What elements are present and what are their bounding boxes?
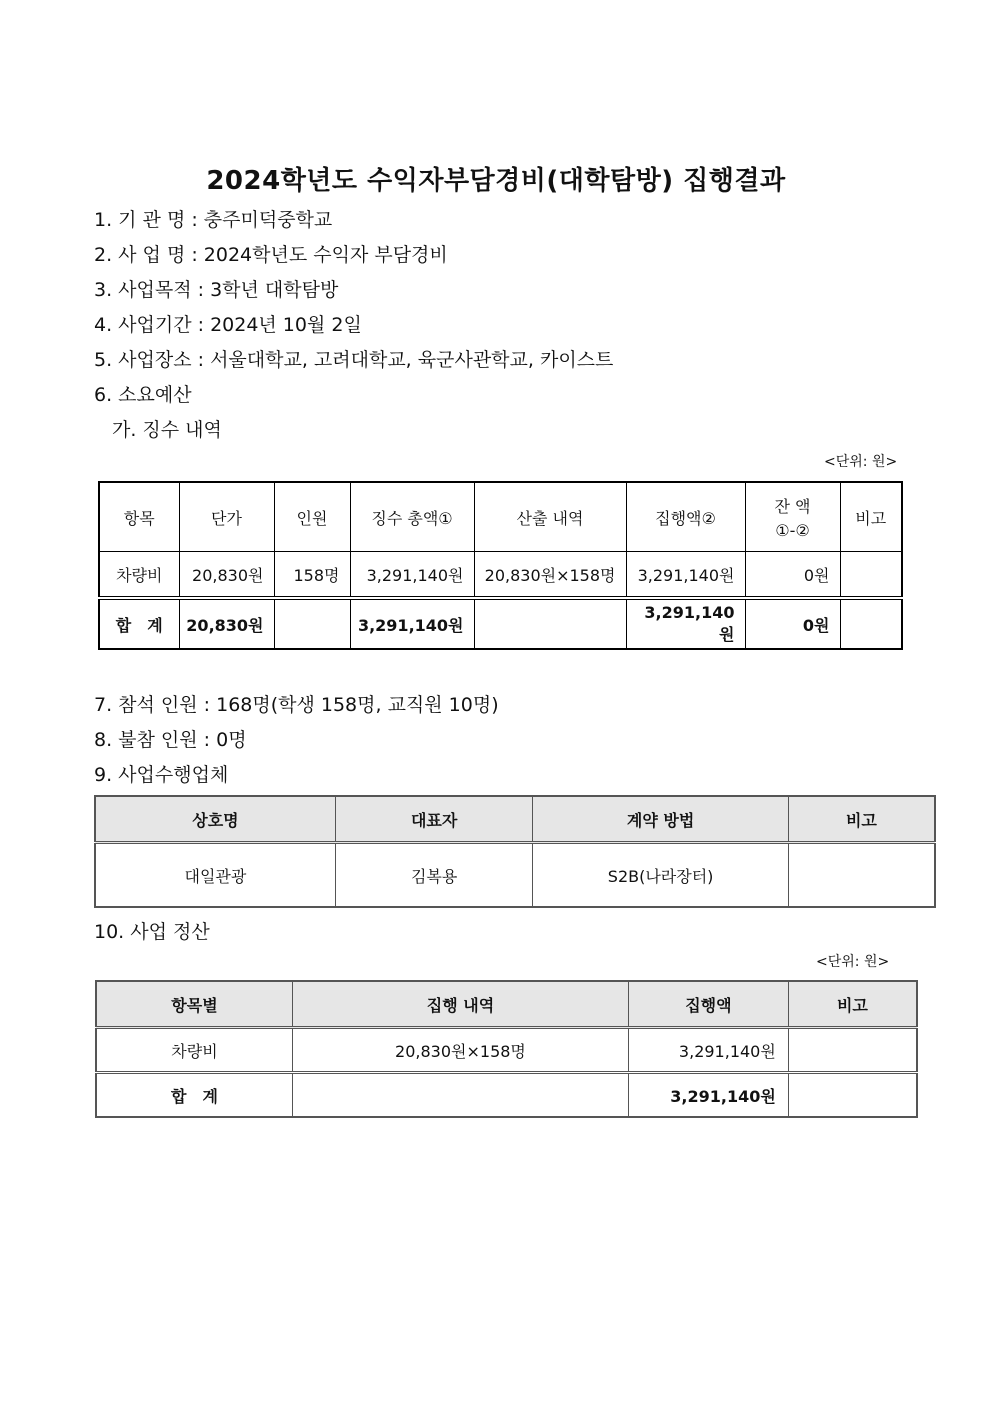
table-header-row: [99, 482, 902, 552]
header-balance-formula: ①-②: [775, 521, 810, 540]
cell-execution-detail: 20,830원×158명: [292, 1028, 628, 1073]
cell-company: 대일관광: [95, 843, 335, 908]
header-calculation: 산출 내역: [474, 482, 626, 552]
item-settlement-heading: 10. 사업 정산: [94, 921, 210, 943]
item-absent: 8. 불참 인원 : 0명: [94, 729, 247, 751]
header-item: 항목: [99, 482, 179, 552]
header-balance-label: 잔 액: [774, 497, 811, 516]
cell-remarks: [788, 1028, 917, 1073]
cell-contract-method: S2B(나라장터): [533, 843, 788, 908]
cell-executed: 3,291,140원: [629, 1028, 789, 1073]
table-header-row: [96, 981, 917, 1028]
vendor-table: [94, 795, 936, 908]
header-executed: 집행액②: [626, 482, 745, 552]
item-budget: 6. 소요예산: [94, 384, 192, 406]
table-row: [95, 843, 935, 908]
header-headcount: 인원: [274, 482, 350, 552]
table-total-row: [96, 1073, 917, 1118]
header-total-collected: 징수 총액①: [350, 482, 474, 552]
cell-unit-price: 20,830원: [179, 552, 274, 599]
header-remarks: 비고: [788, 981, 917, 1028]
header-balance: [745, 482, 840, 552]
cell-total-collected-sum: 3,291,140원: [350, 598, 474, 649]
item-location: 5. 사업장소 : 서울대학교, 고려대학교, 육군사관학교, 카이스트: [94, 349, 614, 371]
cell-executed: 3,291,140원: [626, 552, 745, 599]
header-executed: 집행액: [629, 981, 789, 1028]
cell-total-label: 합 계: [99, 598, 179, 649]
table-row: [96, 1028, 917, 1073]
item-project-name: 2. 사 업 명 : 2024학년도 수익자 부담경비: [94, 244, 448, 266]
cell-total-unit-price: 20,830원: [179, 598, 274, 649]
collection-table: [98, 481, 903, 650]
cell-total-balance: 0원: [745, 598, 840, 649]
header-remarks: 비고: [840, 482, 902, 552]
cell-item: 차량비: [99, 552, 179, 599]
header-unit-price: 단가: [179, 482, 274, 552]
cell-total-executed: 3,291,140원: [629, 1073, 789, 1118]
header-contract-method: 계약 방법: [533, 796, 788, 843]
unit-label: <단위: 원>: [824, 454, 898, 470]
cell-total-remarks: [840, 598, 902, 649]
cell-total-executed: 3,291,140원: [626, 598, 745, 649]
cell-remarks: [788, 843, 935, 908]
cell-total-collected: 3,291,140원: [350, 552, 474, 599]
item-attendance: 7. 참석 인원 : 168명(학생 158명, 교직원 10명): [94, 694, 499, 716]
cell-total-label: 합 계: [96, 1073, 292, 1118]
cell-remarks: [840, 552, 902, 599]
unit-label-settlement: <단위: 원>: [816, 954, 890, 970]
header-item: 항목별: [96, 981, 292, 1028]
document-title: 2024학년도 수익자부담경비(대학탐방) 집행결과: [206, 166, 786, 196]
header-remarks: 비고: [788, 796, 935, 843]
item-institution: 1. 기 관 명 : 충주미덕중학교: [94, 209, 333, 231]
item-purpose: 3. 사업목적 : 3학년 대학탐방: [94, 279, 339, 301]
cell-calculation: 20,830원×158명: [474, 552, 626, 599]
header-execution-detail: 집행 내역: [292, 981, 628, 1028]
cell-headcount: 158명: [274, 552, 350, 599]
item-period: 4. 사업기간 : 2024년 10월 2일: [94, 314, 362, 336]
cell-total-headcount: [274, 598, 350, 649]
cell-balance: 0원: [745, 552, 840, 599]
table-header-row: [95, 796, 935, 843]
header-company: 상호명: [95, 796, 335, 843]
cell-total-remarks: [788, 1073, 917, 1118]
table-total-row: [99, 598, 902, 649]
cell-total-detail: [292, 1073, 628, 1118]
item-vendor-heading: 9. 사업수행업체: [94, 764, 229, 786]
settlement-table: [95, 980, 918, 1118]
table-row: [99, 552, 902, 599]
item-collection-subheading: 가. 징수 내역: [112, 419, 222, 441]
cell-item: 차량비: [96, 1028, 292, 1073]
header-representative: 대표자: [335, 796, 533, 843]
cell-representative: 김복용: [335, 843, 533, 908]
cell-total-calculation: [474, 598, 626, 649]
